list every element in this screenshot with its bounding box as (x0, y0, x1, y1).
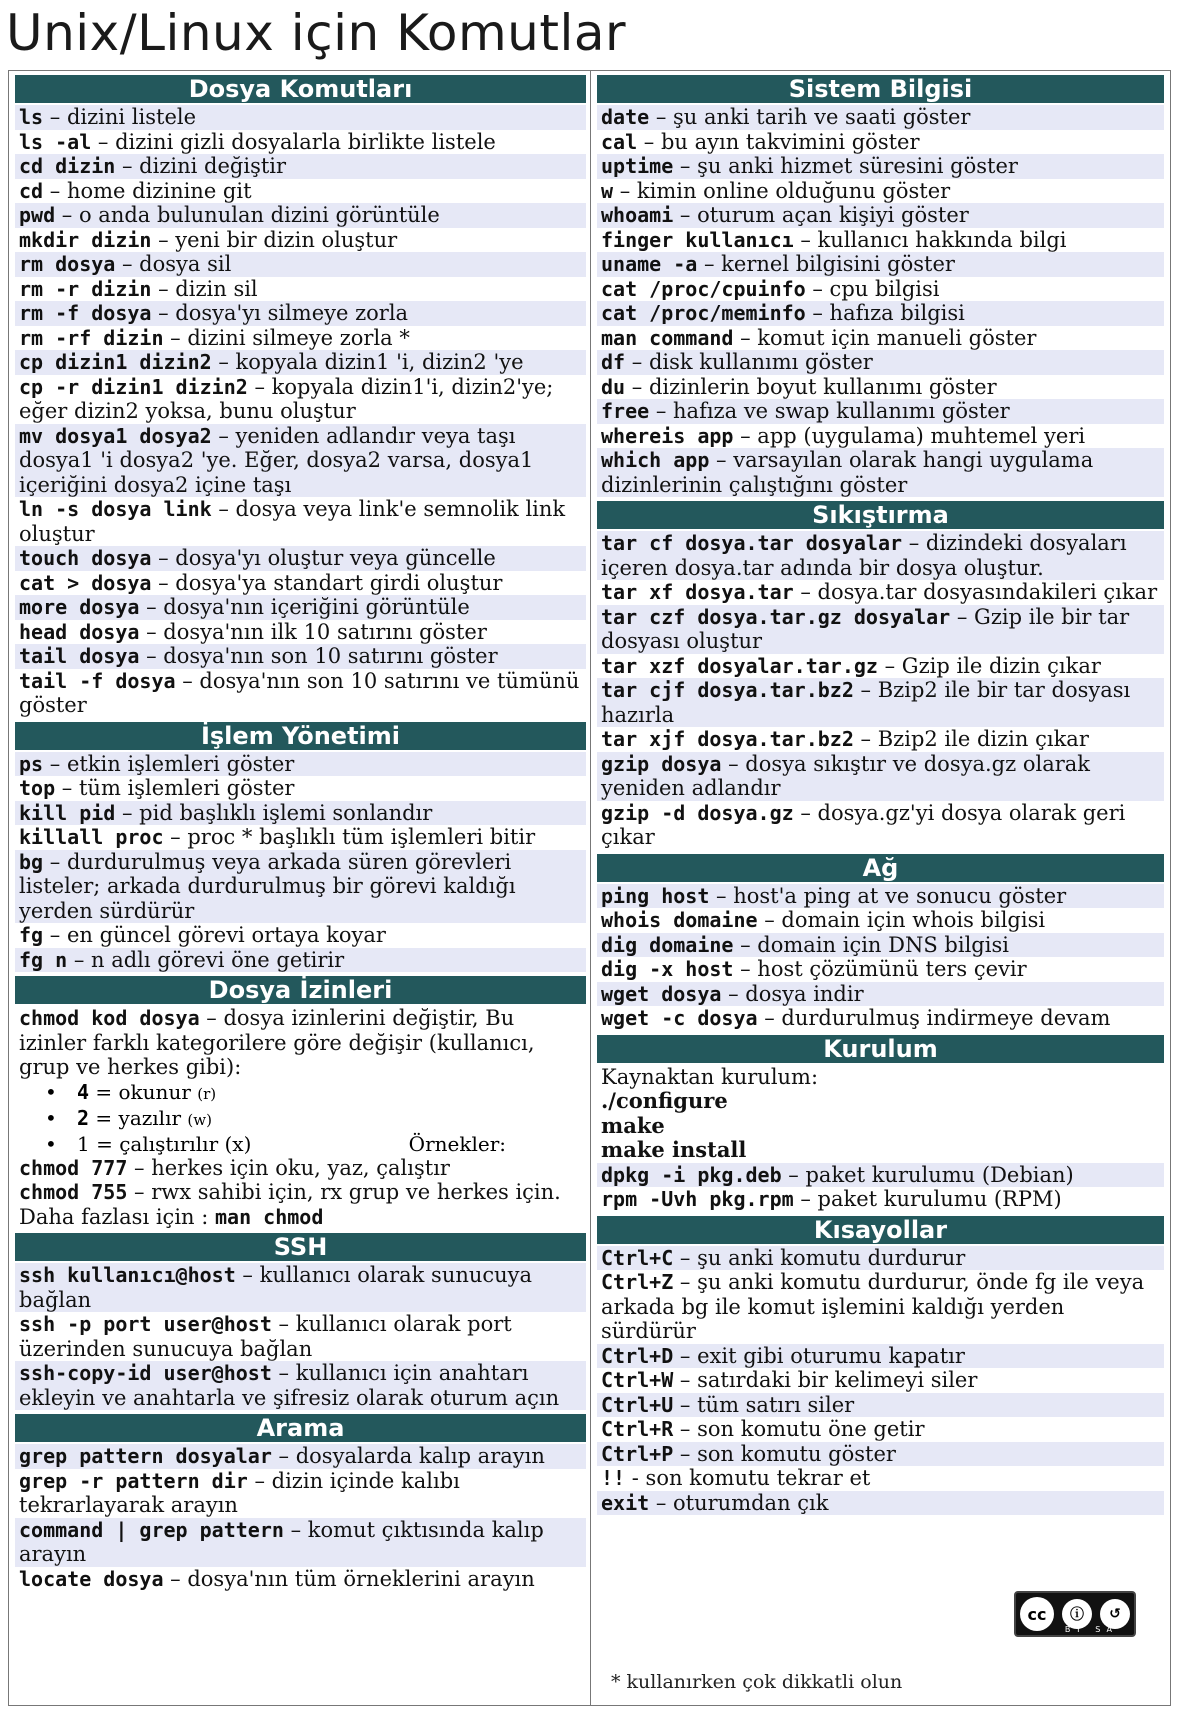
list-item (597, 301, 1164, 326)
command-text: rm -rf dizin (19, 325, 164, 350)
command-text: locate dosya (19, 1566, 164, 1591)
command-description: – paket kurulumu (Debian) (781, 1162, 1074, 1187)
chmod-command: chmod kod dosya (19, 1006, 200, 1030)
ex2-cmd: chmod 755 (19, 1180, 128, 1204)
list-item (597, 252, 1164, 277)
list-item (597, 130, 1164, 155)
command-text: whois domaine (601, 908, 758, 932)
list-item (597, 1491, 1164, 1516)
list-item (597, 982, 1164, 1007)
list-item (15, 850, 586, 924)
command-text: Ctrl+D (601, 1343, 674, 1368)
command-description: – kopyala dizin1 'i, dizin2 'ye (211, 350, 524, 374)
command-text: uname -a (601, 252, 698, 276)
list-item (597, 1417, 1164, 1442)
command-description: – dosya'nın ilk 10 satırını göster (139, 619, 487, 644)
command-description: – kernel bilgisini göster (697, 252, 955, 276)
command-text: tar czf dosya.tar.gz dosyalar (601, 604, 951, 629)
list-item (15, 252, 586, 277)
chmod-description (15, 1006, 586, 1080)
command-description: – dizini değiştir (115, 154, 287, 178)
command-description: – app (uygulama) muhtemel yeri (733, 423, 1086, 448)
command-description: – Bzip2 ile bir tar dosyası hazırla (601, 678, 1131, 727)
list-item (15, 801, 586, 826)
list-item (15, 1263, 586, 1312)
command-description: – dosya indir (721, 981, 864, 1006)
section-header-kurulum: Kurulum (597, 1035, 1164, 1063)
command-text: gzip dosya (601, 751, 722, 776)
install-package-list (597, 1163, 1164, 1212)
command-text: dig -x host (601, 957, 734, 981)
section-header-ssh: SSH (15, 1233, 586, 1261)
perm-read-text: = okunur (89, 1079, 198, 1104)
command-description: – şu anki hizmet süresini göster (673, 154, 1018, 178)
command-text: ls -al (19, 129, 92, 154)
section-header-ag: Ağ (597, 854, 1164, 882)
command-text: kill pid (19, 800, 116, 825)
command-text: killall proc (19, 825, 164, 849)
command-description: – durdurulmuş veya arkada süren görevleri listeler; arkada durdurulmuş bir görevi kaldığı yerden sürdürür (19, 849, 516, 923)
command-text: wget dosya (601, 981, 722, 1006)
command-description: – domain için DNS bilgisi (733, 932, 1009, 957)
install-make: make (601, 1112, 665, 1138)
list-item (597, 531, 1164, 580)
command-text: cal (601, 129, 638, 154)
section-header-izin: Dosya İzinleri (15, 976, 586, 1004)
command-description: – oturumdan çık (649, 1490, 829, 1515)
command-description: – Gzip ile dizin çıkar (877, 653, 1101, 678)
item-list-izin (15, 1006, 586, 1229)
command-text: !! (601, 1466, 626, 1490)
list-item (15, 154, 586, 179)
perm-read-flag: (r) (197, 1084, 217, 1103)
command-description: – dizini silmeye zorla * (163, 325, 410, 350)
list-item (15, 669, 586, 718)
list-item (597, 933, 1164, 958)
cc-icon: cc (1020, 1597, 1054, 1631)
command-description: – dizini listele (43, 105, 197, 129)
section-sikistirma (591, 501, 1170, 850)
section-header-kisayollar: Kısayollar (597, 1216, 1164, 1244)
command-text: cd dizin (19, 154, 116, 178)
list-item (597, 228, 1164, 253)
command-text: ssh -p port user@host (19, 1312, 272, 1336)
command-description: – dosya'nın son 10 satırını ve tümünü göster (19, 668, 580, 717)
command-text: Ctrl+W (601, 1368, 674, 1392)
footnote: * kullanırken çok dikkatli olun (611, 1671, 903, 1693)
command-text: rm -r dizin (19, 276, 152, 301)
command-description: – dosya sıkıştır ve dosya.gz olarak yeniden adlandır (601, 751, 1091, 800)
command-text: ping host (601, 883, 710, 908)
command-text: head dosya (19, 619, 140, 644)
list-item (597, 1187, 1164, 1212)
list-item (15, 948, 586, 973)
section-kurulum (591, 1035, 1170, 1212)
sa-icon: ↺ (1100, 1599, 1130, 1629)
list-item (597, 1006, 1164, 1031)
command-description: - son komutu tekrar et (625, 1466, 871, 1490)
list-item (597, 424, 1164, 449)
command-description: – tüm satırı siler (673, 1392, 855, 1417)
section-header-sistem: Sistem Bilgisi (597, 75, 1164, 103)
command-text: dig domaine (601, 932, 734, 957)
command-description: – dosya sil (115, 252, 232, 276)
command-text: tar xf dosya.tar (601, 580, 794, 604)
command-description: – kullanıcı olarak port üzerinden sunucuya bağlan (19, 1312, 512, 1361)
command-text: tar xjf dosya.tar.bz2 (601, 727, 854, 751)
command-description: – kullanıcı hakkında bilgi (793, 227, 1067, 252)
command-text: man command (601, 325, 734, 350)
cc-label: BY SA (1064, 1625, 1118, 1634)
list-item (597, 1393, 1164, 1418)
list-item (15, 375, 586, 424)
command-text: cat > dosya (19, 570, 152, 595)
list-item (597, 801, 1164, 850)
command-text: df (601, 350, 626, 374)
command-text: rm dosya (19, 252, 116, 276)
command-description: – komut için manueli göster (733, 325, 1037, 350)
command-text: tail dosya (19, 644, 140, 668)
command-text: ps (19, 751, 44, 776)
item-list-ag (597, 884, 1164, 1031)
section-header-dosya: Dosya Komutları (15, 75, 586, 103)
command-description: – kimin online olduğunu göster (613, 178, 951, 203)
perm-read (45, 1080, 586, 1106)
ex2-desc: – rwx sahibi için, rx grup ve herkes için. (127, 1180, 561, 1204)
command-text: ln -s dosya link (19, 497, 212, 521)
command-description: – dizin sil (151, 276, 258, 301)
command-description: – dosya'yı oluştur veya güncelle (151, 546, 496, 570)
chmod-example-777 (15, 1156, 586, 1181)
command-text: rpm -Uvh pkg.rpm (601, 1187, 794, 1211)
list-item (15, 595, 586, 620)
list-item (597, 1368, 1164, 1393)
command-text: cp -r dizin1 dizin2 (19, 374, 248, 399)
list-item (597, 1246, 1164, 1271)
command-text: ssh kullanıcı@host (19, 1263, 236, 1287)
command-text: cp dizin1 dizin2 (19, 350, 212, 374)
perm-exec (45, 1132, 586, 1156)
list-item (597, 375, 1164, 400)
list-item (15, 1469, 586, 1518)
command-description: – dizindeki dosyaları içeren dosya.tar adında bir dosya oluştur. (601, 531, 1127, 580)
command-text: touch dosya (19, 546, 152, 570)
list-item (597, 654, 1164, 679)
chmod-desc-text: – dosya izinlerini değiştir, Bu izinler farklı kategorilere göre değişir (kullanıcı, grup ve herkes gibi): (19, 1006, 535, 1079)
command-text: du (601, 374, 626, 399)
command-description: – proc * başlıklı tüm işlemleri bitir (163, 825, 536, 849)
command-description: – satırdaki bir kelimeyi siler (673, 1368, 978, 1392)
command-text: Ctrl+R (601, 1417, 674, 1441)
list-item (597, 1466, 1164, 1491)
list-item (597, 399, 1164, 424)
list-item (597, 154, 1164, 179)
command-description: – exit gibi oturumu kapatır (673, 1343, 965, 1368)
command-description: – komut çıktısında kalıp arayın (19, 1517, 544, 1566)
command-description: – dosya.tar dosyasındakileri çıkar (793, 580, 1158, 604)
list-item (597, 957, 1164, 982)
list-item (597, 1442, 1164, 1467)
command-text: cd (19, 178, 44, 203)
command-description: – hafıza bilgisi (805, 301, 965, 325)
list-item (15, 546, 586, 571)
list-item (15, 497, 586, 546)
command-description: – şu anki komutu durdurur, önde fg ile veya arkada bg ile komut işlemini kaldığı yerden sürdürür (601, 1270, 1145, 1343)
chmod-more (15, 1205, 586, 1230)
command-description: – varsayılan olarak hangi uygulama dizinlerinin çalıştığını göster (601, 448, 1094, 497)
more-cmd: man chmod (214, 1204, 324, 1229)
list-item (15, 776, 586, 801)
list-item (15, 1361, 586, 1410)
list-item (597, 1344, 1164, 1369)
list-item (597, 884, 1164, 909)
command-description: – Gzip ile bir tar dosyası oluştur (601, 604, 1130, 653)
command-description: – n adlı görevi öne getirir (67, 947, 345, 972)
command-text: cat /proc/cpuinfo (601, 276, 806, 301)
perm-write-text: = yazılır (89, 1105, 188, 1130)
section-ssh (9, 1233, 592, 1410)
command-description: – etkin işlemleri göster (43, 751, 295, 776)
list-item (15, 752, 586, 777)
command-text: tar cf dosya.tar dosyalar (601, 531, 903, 555)
command-description: – dosya'nın son 10 satırını göster (139, 644, 498, 668)
command-text: rm -f dosya (19, 301, 152, 325)
section-sistem (591, 75, 1170, 497)
command-text: tar cjf dosya.tar.bz2 (601, 678, 854, 702)
command-description: – son komutu göster (673, 1441, 896, 1466)
section-arama (9, 1414, 592, 1591)
command-text: fg (19, 923, 44, 947)
command-description: – en güncel görevi ortaya koyar (43, 923, 386, 947)
list-item (597, 179, 1164, 204)
section-ag (591, 854, 1170, 1031)
list-item (15, 350, 586, 375)
command-text: Ctrl+P (601, 1441, 674, 1466)
command-description: – durdurulmuş indirmeye devam (757, 1006, 1111, 1030)
command-text: fg n (19, 947, 68, 972)
perm-read-num: 4 (77, 1079, 90, 1104)
section-header-arama: Arama (15, 1414, 586, 1442)
command-description: – dosyalarda kalıp arayın (271, 1444, 545, 1468)
list-item (597, 580, 1164, 605)
section-izin (9, 976, 592, 1229)
command-text: tar xzf dosyalar.tar.gz (601, 653, 878, 678)
command-text: grep pattern dosyalar (19, 1444, 272, 1468)
item-list-sistem (597, 105, 1164, 497)
command-text: ls (19, 105, 44, 129)
command-text: pwd (19, 203, 56, 227)
ex1-desc: – herkes için oku, yaz, çalıştır (127, 1155, 450, 1180)
install-intro: Kaynaktan kurulum: (601, 1064, 819, 1089)
command-description: – kopyala dizin1'i, dizin2'ye; eğer dizin2 yoksa, bunu oluştur (19, 374, 554, 423)
list-item (597, 678, 1164, 727)
command-description: – şu anki komutu durdurur (673, 1245, 966, 1270)
section-islem (9, 722, 592, 973)
perm-exec-flag: (x) (224, 1131, 252, 1156)
section-kisayollar (591, 1216, 1170, 1516)
list-item (15, 105, 586, 130)
list-item (15, 620, 586, 645)
list-item (597, 277, 1164, 302)
item-list-arama (15, 1444, 586, 1591)
command-description: – kullanıcı için anahtarı ekleyin ve anahtarla ve şifresiz olarak oturum açın (19, 1361, 560, 1410)
list-item (597, 326, 1164, 351)
command-description: – dosya'nın içeriğini görüntüle (139, 595, 470, 619)
list-item (597, 203, 1164, 228)
cc-license-badge (1014, 1591, 1136, 1637)
command-text: Ctrl+Z (601, 1270, 674, 1294)
right-column (590, 70, 1171, 1706)
list-item (597, 1270, 1164, 1344)
command-text: top (19, 776, 56, 800)
command-description: – home dizinine git (43, 178, 252, 203)
command-text: which app (601, 448, 710, 472)
command-text: ssh-copy-id user@host (19, 1361, 272, 1385)
command-text: command | grep pattern (19, 1517, 284, 1542)
command-description: – paket kurulumu (RPM) (793, 1187, 1062, 1211)
ex1-cmd: chmod 777 (19, 1155, 128, 1180)
list-item (15, 571, 586, 596)
command-text: mkdir dizin (19, 227, 152, 252)
command-text: Ctrl+U (601, 1392, 674, 1417)
command-text: more dosya (19, 595, 140, 619)
perm-exec-text: = çalıştırılır (89, 1131, 225, 1156)
command-text: whoami (601, 203, 674, 227)
list-item (15, 277, 586, 302)
command-description: – cpu bilgisi (805, 276, 940, 301)
item-list-kurulum (597, 1065, 1164, 1212)
command-description: – host çözümünü ters çevir (733, 957, 1027, 981)
command-description: – dosya'nın tüm örneklerini arayın (163, 1566, 535, 1591)
command-description: – dosya'ya standart girdi oluştur (151, 570, 503, 595)
item-list-dosya (15, 105, 586, 718)
command-description: – oturum açan kişiyi göster (673, 203, 969, 227)
item-list-kisayollar (597, 1246, 1164, 1516)
page-title: Unix/Linux için Komutlar (6, 4, 627, 62)
command-description: – kullanıcı olarak sunucuya bağlan (19, 1263, 533, 1312)
list-item (597, 105, 1164, 130)
chmod-example-755 (15, 1180, 586, 1205)
list-item (597, 605, 1164, 654)
command-description: – tüm işlemleri göster (55, 776, 295, 800)
command-text: Ctrl+C (601, 1245, 674, 1270)
list-item (15, 1567, 586, 1592)
list-item (15, 424, 586, 498)
command-text: finger kullanıcı (601, 227, 794, 252)
command-text: tail -f dosya (19, 668, 176, 693)
command-description: – hafıza ve swap kullanımı göster (649, 399, 1010, 423)
by-icon: ⓘ (1062, 1599, 1092, 1629)
command-text: cat /proc/meminfo (601, 301, 806, 325)
command-description: – yeniden adlandır veya taşı dosya1 'i dosya2 'ye. Eğer, dosya2 varsa, dosya1 içeriğini dosya2 içine taşı (19, 423, 534, 497)
command-text: mv dosya1 dosya2 (19, 423, 212, 448)
command-text: bg (19, 849, 44, 874)
command-text: free (601, 399, 650, 423)
list-item (15, 825, 586, 850)
list-item (597, 1163, 1164, 1188)
item-list-sikistirma (597, 531, 1164, 850)
item-list-ssh (15, 1263, 586, 1410)
command-description: – Bzip2 ile dizin çıkar (853, 727, 1089, 751)
list-item (15, 179, 586, 204)
command-description: – dosya veya link'e semnolik link oluştur (19, 497, 566, 546)
list-item (15, 326, 586, 351)
section-header-islem: İşlem Yönetimi (15, 722, 586, 750)
command-text: whereis app (601, 423, 734, 448)
perm-write-num: 2 (77, 1105, 90, 1130)
list-item (597, 350, 1164, 375)
perm-write-flag: (w) (187, 1110, 212, 1129)
list-item (15, 923, 586, 948)
command-text: uptime (601, 154, 674, 178)
command-description: – disk kullanımı göster (625, 350, 873, 374)
examples-label: Örnekler: (408, 1131, 506, 1156)
command-description: – pid başlıklı işlemi sonlandır (115, 800, 433, 825)
install-make-install: make install (601, 1137, 747, 1162)
command-text: date (601, 105, 650, 129)
command-description: – şu anki tarih ve saati göster (649, 105, 971, 129)
command-text: exit (601, 1490, 650, 1515)
list-item (15, 130, 586, 155)
command-description: – host'a ping at ve sonucu göster (709, 883, 1067, 908)
list-item (597, 448, 1164, 497)
perm-exec-num: 1 (77, 1131, 90, 1156)
command-description: – son komutu öne getir (673, 1417, 925, 1441)
list-item (15, 1444, 586, 1469)
permission-list (15, 1080, 586, 1156)
item-list-islem (15, 752, 586, 973)
command-text: dpkg -i pkg.deb (601, 1162, 782, 1187)
list-item (15, 644, 586, 669)
command-text: w (601, 178, 614, 203)
list-item (15, 301, 586, 326)
perm-write (45, 1106, 586, 1132)
command-description: – dizin içinde kalıbı tekrarlayarak arayın (19, 1468, 460, 1517)
command-description: – bu ayın takvimini göster (637, 129, 920, 154)
list-item (15, 203, 586, 228)
command-description: – o anda bulunulan dizini görüntüle (55, 203, 440, 227)
command-description: – yeni bir dizin oluştur (151, 227, 398, 252)
left-column (8, 70, 593, 1706)
command-text: wget -c dosya (601, 1006, 758, 1030)
more-label: Daha fazlası için : (19, 1204, 215, 1229)
list-item (597, 727, 1164, 752)
command-text: grep -r pattern dir (19, 1468, 248, 1493)
command-text: gzip -d dosya.gz (601, 800, 794, 825)
command-description: – domain için whois bilgisi (757, 908, 1046, 932)
command-description: – dosya'yı silmeye zorla (151, 301, 409, 325)
list-item (15, 1518, 586, 1567)
command-description: – dizinlerin boyut kullanımı göster (625, 374, 997, 399)
install-configure: ./configure (601, 1088, 728, 1113)
section-dosya (9, 75, 592, 718)
list-item (597, 752, 1164, 801)
section-header-sikistirma: Sıkıştırma (597, 501, 1164, 529)
list-item (15, 228, 586, 253)
command-description: – dosya.gz'yi dosya olarak geri çıkar (601, 800, 1126, 849)
list-item (597, 908, 1164, 933)
command-description: – dizini gizli dosyalarla birlikte listele (91, 129, 496, 154)
list-item (15, 1312, 586, 1361)
